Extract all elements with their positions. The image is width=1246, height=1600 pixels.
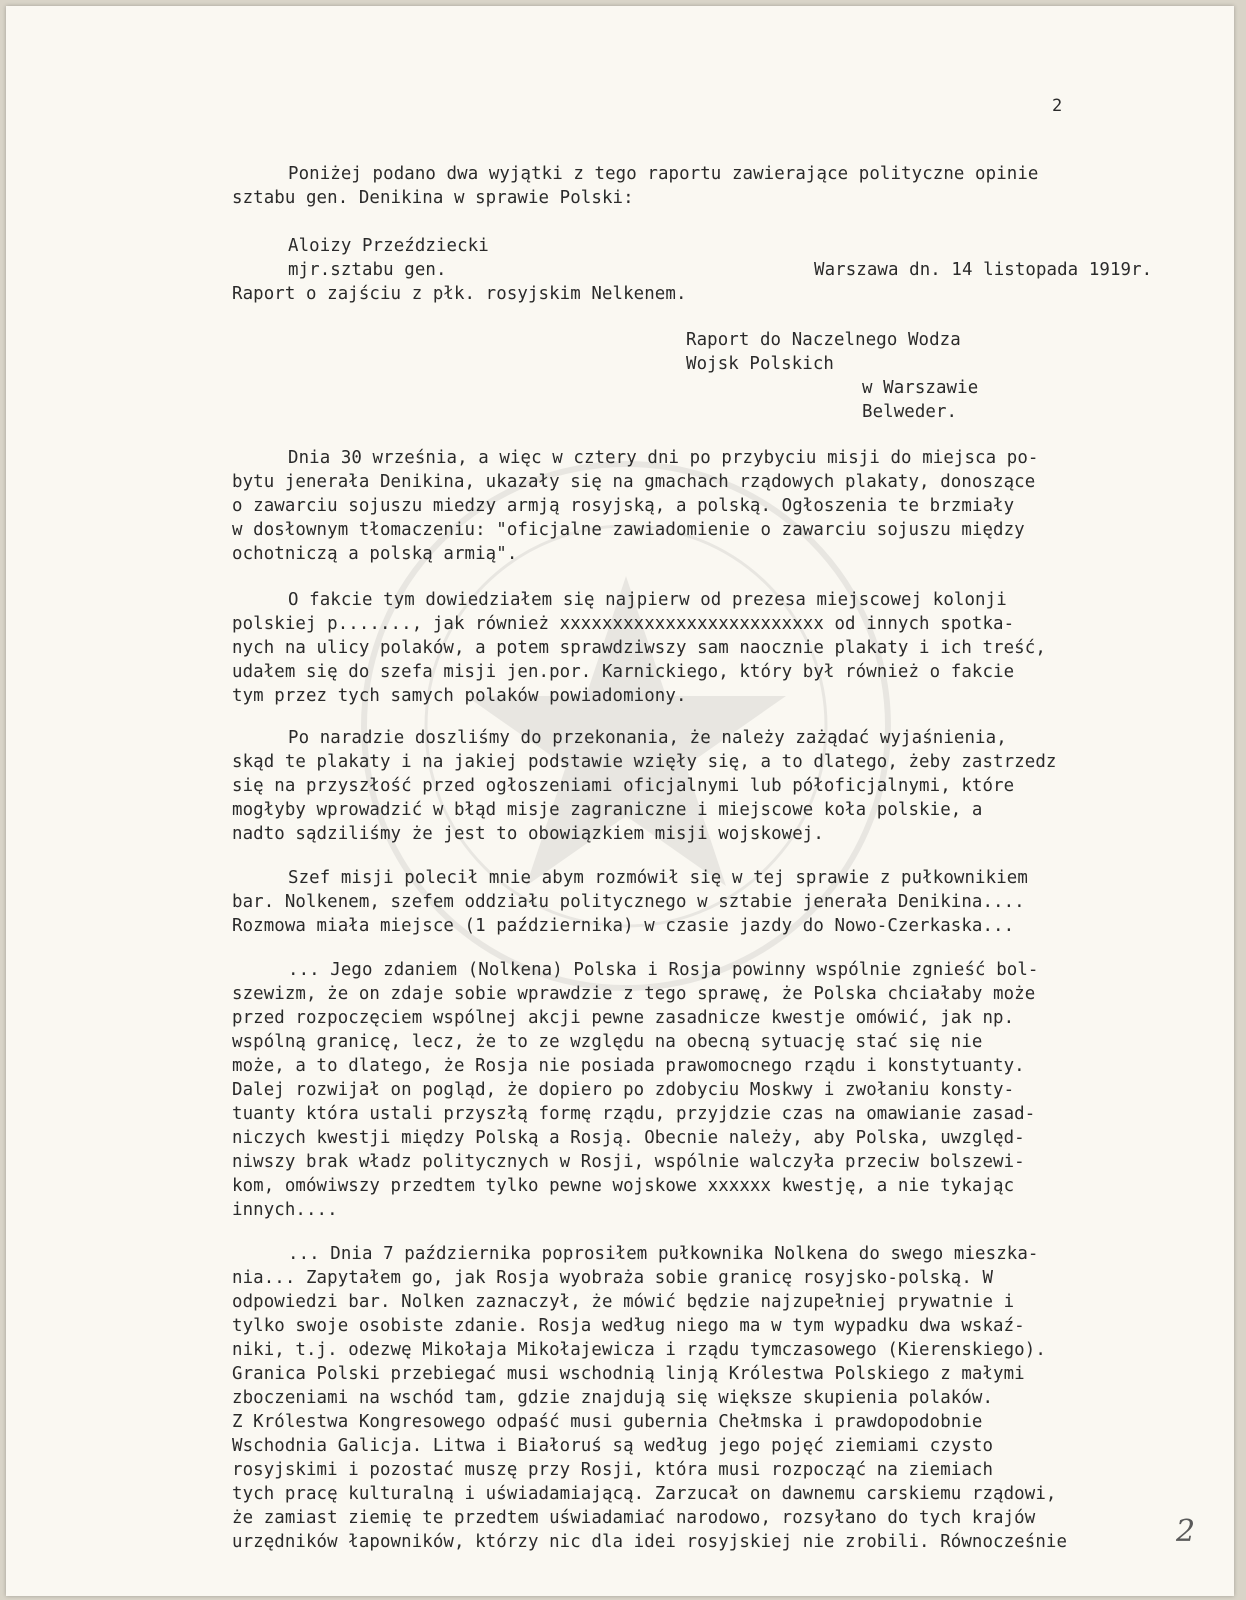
addressee-line: Wojsk Polskich: [686, 354, 834, 374]
body-line: niczych kwestji między Polską a Rosją. Obecnie należy, aby Polska, uwzględ-: [232, 1128, 1025, 1148]
body-line: Granica Polski przebiegać musi wschodnią linją Królestwa Polskiego z małymi: [232, 1364, 1025, 1384]
body-line: udałem się do szefa misji jen.por. Karnickiego, który był również o fakcie: [232, 662, 1015, 682]
body-line: o zawarciu sojuszu miedzy armją rosyjską, a polską. Ogłoszenia te brzmiały: [232, 496, 1015, 516]
body-line: odpowiedzi bar. Nolken zaznaczył, że mówić będzie najzupełniej prywatnie i: [232, 1292, 1015, 1312]
body-line: Po naradzie doszliśmy do przekonania, że należy zażądać wyjaśnienia,: [288, 728, 1007, 748]
author-rank: mjr.sztabu gen.: [288, 260, 447, 280]
body-line: Dalej rozwijał on pogląd, że dopiero po zdobyciu Moskwy i zwołaniu konsty-: [232, 1080, 1015, 1100]
intro-line: Poniżej podano dwa wyjątki z tego raportu zawierające polityczne opinie: [288, 164, 1039, 184]
intro-line: sztabu gen. Denikina w sprawie Polski:: [232, 188, 634, 208]
body-line: nia... Zapytałem go, jak Rosja wyobraża sobie granicę rosyjsko-polską. W: [232, 1268, 994, 1288]
body-line: że zamiast ziemię te przedtem uświadamiać narodowo, rozsyłano do tych krajów: [232, 1508, 1036, 1528]
body-line: tym przez tych samych polaków powiadomiony.: [232, 686, 687, 706]
handwritten-page-number: 2: [1176, 1514, 1196, 1549]
body-line: O fakcie tym dowiedziałem się najpierw od prezesa miejscowej kolonji: [288, 590, 1007, 610]
body-line: kom, omówiwszy przedtem tylko pewne wojskowe xxxxxx kwestję, a nie tykając: [232, 1176, 1015, 1196]
body-line: tylko swoje osobiste zdanie. Rosja według niego ma w tym wypadku dwa wskaź-: [232, 1316, 1025, 1336]
body-line: polskiej p......., jak również xxxxxxxxxxxxxxxxxxxxxxxxx od innych spotka-: [232, 614, 1015, 634]
body-line: Wschodnia Galicja. Litwa i Białoruś są według jego pojęć ziemiami czysto: [232, 1436, 994, 1456]
addressee-line: Belweder.: [862, 402, 958, 422]
report-subject: Raport o zajściu z płk. rosyjskim Nelkenem.: [232, 284, 687, 304]
body-line: niwszy brak władz politycznych w Rosji, wspólnie walczyła przeciw bolszewi-: [232, 1152, 1025, 1172]
page-number: 2: [1052, 96, 1063, 116]
body-line: może, a to dlatego, że Rosja nie posiada prawomocnego rządu i konstytuanty.: [232, 1056, 1025, 1076]
author-name: Aloizy Przeździecki: [288, 236, 489, 256]
body-line: bytu jenerała Denikina, ukazały się na gmachach rządowych plakaty, donoszące: [232, 472, 1036, 492]
body-line: nych na ulicy polaków, a potem sprawdziwszy sam naocznie plakaty i ich treść,: [232, 638, 1046, 658]
body-line: przed rozpoczęciem wspólnej akcji pewne zasadnicze kwestje omówić, jak np.: [232, 1008, 1015, 1028]
body-line: Rozmowa miała miejsce (1 października) w czasie jazdy do Nowo-Czerkaska...: [232, 916, 1015, 936]
body-line: Szef misji polecił mnie abym rozmówił się w tej sprawie z pułkownikiem: [288, 868, 1028, 888]
body-line: skąd te plakaty i na jakiej podstawie wzięły się, a to dlatego, żeby zastrzedz: [232, 752, 1057, 772]
document-page: [6, 6, 1234, 1596]
body-line: szewizm, że on zdaje sobie wprawdzie z tego sprawę, że Polska chciałaby może: [232, 984, 1036, 1004]
addressee-line: w Warszawie: [862, 378, 979, 398]
body-line: w dosłownym tłomaczeniu: "oficjalne zawiadomienie o zawarciu sojuszu między: [232, 520, 1025, 540]
body-line: urzędników łapowników, którzy nic dla idei rosyjskiej nie zrobili. Równocześnie: [232, 1532, 1068, 1552]
body-line: innych....: [232, 1200, 338, 1220]
body-line: bar. Nolkenem, szefem oddziału politycznego w sztabie jenerała Denikina....: [232, 892, 1025, 912]
addressee-line: Raport do Naczelnego Wodza: [686, 330, 961, 350]
body-line: mogłyby wprowadzić w błąd misje zagraniczne i miejscowe koła polskie, a: [232, 800, 983, 820]
body-line: ... Jego zdaniem (Nolkena) Polska i Rosja powinny wspólnie zgnieść bol-: [288, 960, 1039, 980]
body-line: niki, t.j. odezwę Mikołaja Mikołajewicza i rządu tymczasowego (Kierenskiego).: [232, 1340, 1046, 1360]
body-line: ... Dnia 7 października poprosiłem pułkownika Nolkena do swego mieszka-: [288, 1244, 1039, 1264]
place-date: Warszawa dn. 14 listopada 1919r.: [814, 260, 1153, 280]
body-line: Z Królestwa Kongresowego odpaść musi gubernia Chełmska i prawdopodobnie: [232, 1412, 983, 1432]
body-line: zboczeniami na wschód tam, gdzie znajdują się większe skupienia polaków.: [232, 1388, 994, 1408]
body-line: nadto sądziliśmy że jest to obowiązkiem misji wojskowej.: [232, 824, 824, 844]
body-line: tych pracę kulturalną i uświadamiającą. Zarzucał on dawnemu carskiemu rządowi,: [232, 1484, 1057, 1504]
body-line: wspólną granicę, lecz, że to ze względu na obecną sytuację stać się nie: [232, 1032, 983, 1052]
body-line: się na przyszłość przed ogłoszeniami oficjalnymi lub półoficjalnymi, które: [232, 776, 1015, 796]
body-line: tuanty która ustali przyszłą formę rządu, przyjdzie czas na omawianie zasad-: [232, 1104, 1036, 1124]
body-line: Dnia 30 września, a więc w cztery dni po przybyciu misji do miejsca po-: [288, 448, 1039, 468]
body-line: rosyjskimi i pozostać muszę przy Rosji, która musi rozpocząć na ziemiach: [232, 1460, 994, 1480]
body-line: ochotniczą a polską armią".: [232, 544, 518, 564]
